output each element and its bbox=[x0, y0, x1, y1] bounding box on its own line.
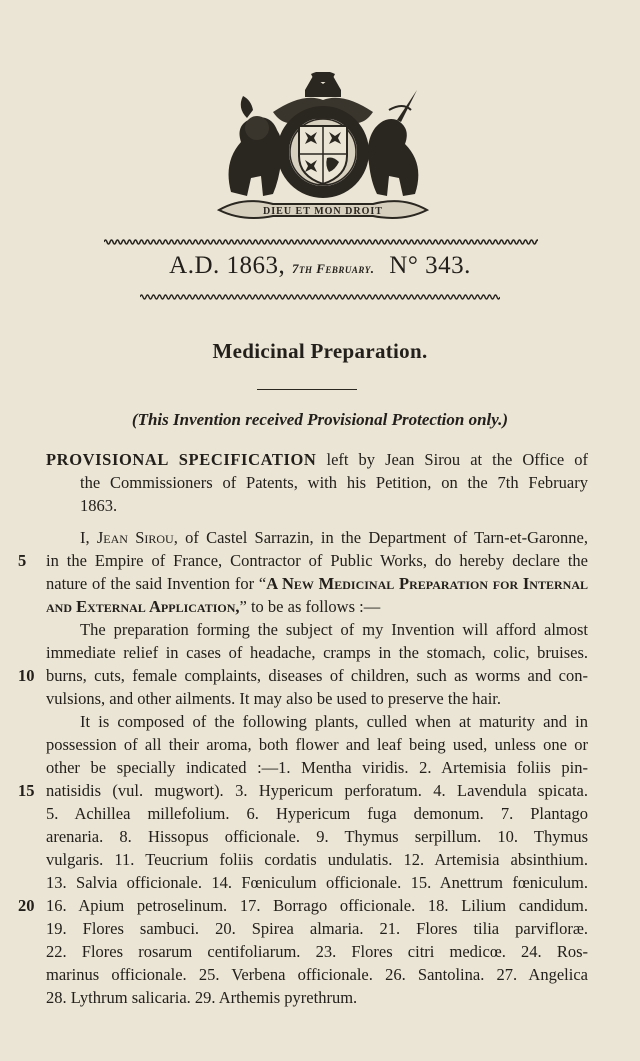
body-line: 16. Apium petroselinum. 17. Borrago officionale. 18. Lilium candidum. bbox=[46, 896, 588, 915]
body-line: other be specially indicated :—1. Mentha viridis. 2. Artemisia foliis pin- bbox=[46, 758, 588, 777]
spec-line-1 bbox=[46, 450, 588, 470]
crest-motto-text: DIEU ET MON DROIT bbox=[263, 206, 383, 217]
spec-line-2: the Commissioners of Patents, with his Petition, on the 7th February bbox=[80, 473, 588, 492]
body-line: possession of all their aroma, both flower and leaf being used, unless one or bbox=[46, 735, 588, 754]
body-line: 22. Flores rosarum centifoliarum. 23. Flores citri medicœ. 24. Ros- bbox=[46, 942, 588, 961]
spec-line-1-rest: left by Jean Sirou at the Office of bbox=[326, 450, 588, 469]
body-line: 28. Lythrum salicaria. 29. Arthemis pyrethrum. bbox=[46, 988, 358, 1007]
ornamental-rule-top bbox=[104, 238, 538, 246]
spec-line-3: 1863. bbox=[80, 496, 118, 515]
spec-label: PROVISIONAL SPECIFICATION bbox=[46, 450, 317, 469]
body-line: and External Application,” to be as follows :— bbox=[46, 597, 381, 616]
body-line: vulgaris. 11. Teucrium foliis cordatis undulatis. 12. Artemisia absinthium. bbox=[46, 850, 588, 869]
ornamental-rule-bottom bbox=[140, 293, 500, 301]
body-line: immediate relief in cases of headache, cramps in the stomach, colic, bruises. bbox=[46, 643, 588, 662]
body-line: vulsions, and other ailments. It may also be used to preserve the hair. bbox=[46, 689, 502, 708]
patent-year: A.D. 1863, bbox=[169, 252, 286, 279]
line-number: 15 bbox=[18, 781, 35, 800]
body-line: 5. Achillea millefolium. 6. Hypericum fuga demonum. 7. Plantago bbox=[46, 804, 588, 823]
body-line: nature of the said Invention for “A New Medicinal Preparation for Internal bbox=[46, 574, 588, 593]
royal-coat-of-arms-icon bbox=[213, 72, 433, 224]
body-line: I, Jean Sirou, of Castel Sarrazin, in the Department of Tarn-et-Garonne, bbox=[80, 528, 589, 547]
invention-title: Medicinal Preparation. bbox=[212, 339, 428, 363]
body-line: in the Empire of France, Contractor of Public Works, do hereby declare the bbox=[46, 551, 588, 570]
invention-name-part-1: A New Medicinal Preparation for Internal bbox=[266, 574, 588, 593]
body-line: natisidis (vul. mugwort). 3. Hypericum perforatum. 4. Lavendula spicata. bbox=[46, 781, 588, 800]
body-line: arenaria. 8. Hissopus officionale. 9. Thymus serpillum. 10. Thymus bbox=[46, 827, 588, 846]
patent-date: 7th February. bbox=[292, 261, 375, 276]
body-line: burns, cuts, female complaints, diseases of children, such as worms and con- bbox=[46, 666, 588, 685]
line-number: 10 bbox=[18, 666, 35, 685]
line-number: 5 bbox=[18, 551, 27, 570]
patent-heading bbox=[0, 252, 640, 280]
line-number: 20 bbox=[18, 896, 35, 915]
inventor-name: Jean Sirou bbox=[96, 528, 174, 547]
body-line: 19. Flores sambuci. 20. Spirea almaria. 21. Flores tilia parvifloræ. bbox=[46, 919, 588, 938]
protection-note: (This Invention received Provisional Protection only.) bbox=[131, 410, 509, 429]
body-line: 13. Salvia officionale. 14. Fœniculum officionale. 15. Anettrum fœniculum. bbox=[46, 873, 588, 892]
invention-name-part-2: and External Application, bbox=[46, 597, 240, 616]
body-line: marinus officionale. 25. Verbena officionale. 26. Santolina. 27. Angelica bbox=[46, 965, 588, 984]
body-line: The preparation forming the subject of my Invention will afford almost bbox=[80, 620, 588, 639]
title-divider bbox=[257, 389, 357, 390]
body-line: It is composed of the following plants, culled when at maturity and in bbox=[80, 712, 588, 731]
patent-number: N° 343. bbox=[389, 252, 471, 279]
